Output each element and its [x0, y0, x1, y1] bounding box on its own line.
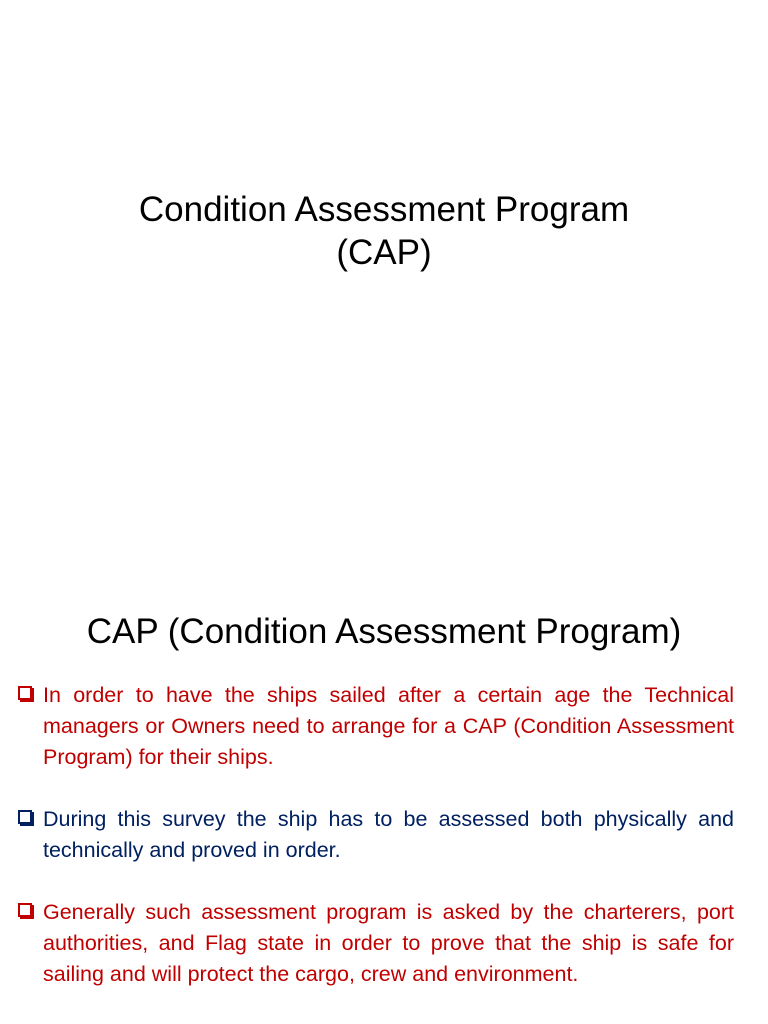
- bullet-text: Generally such assessment program is asked by the charterers, port authorities, and Flag state in order to prove that the ship is safe for sailing and will protect the cargo, crew and environment.: [43, 900, 734, 986]
- bullet-item-3: [16, 897, 734, 990]
- bullet-item-2: [16, 804, 734, 866]
- bullet-list: [16, 680, 734, 1021]
- slide-title-line-2: (CAP): [336, 233, 432, 272]
- square-bullet-icon: [18, 686, 32, 700]
- square-bullet-icon: [18, 810, 32, 824]
- bullet-text: During this survey the ship has to be assessed both physically and technically and proved in order.: [43, 807, 734, 862]
- slide-title: [0, 188, 768, 274]
- square-bullet-icon: [18, 903, 32, 917]
- content-slide: [0, 576, 768, 1024]
- bullet-text: In order to have the ships sailed after a certain age the Technical managers or Owners need to arrange for a CAP (Condition Assessment Program) for their ships.: [43, 683, 734, 769]
- bullet-item-1: [16, 680, 734, 773]
- content-slide-title: CAP (Condition Assessment Program): [86, 612, 682, 651]
- slide-title-line-1: Condition Assessment Program: [138, 190, 630, 229]
